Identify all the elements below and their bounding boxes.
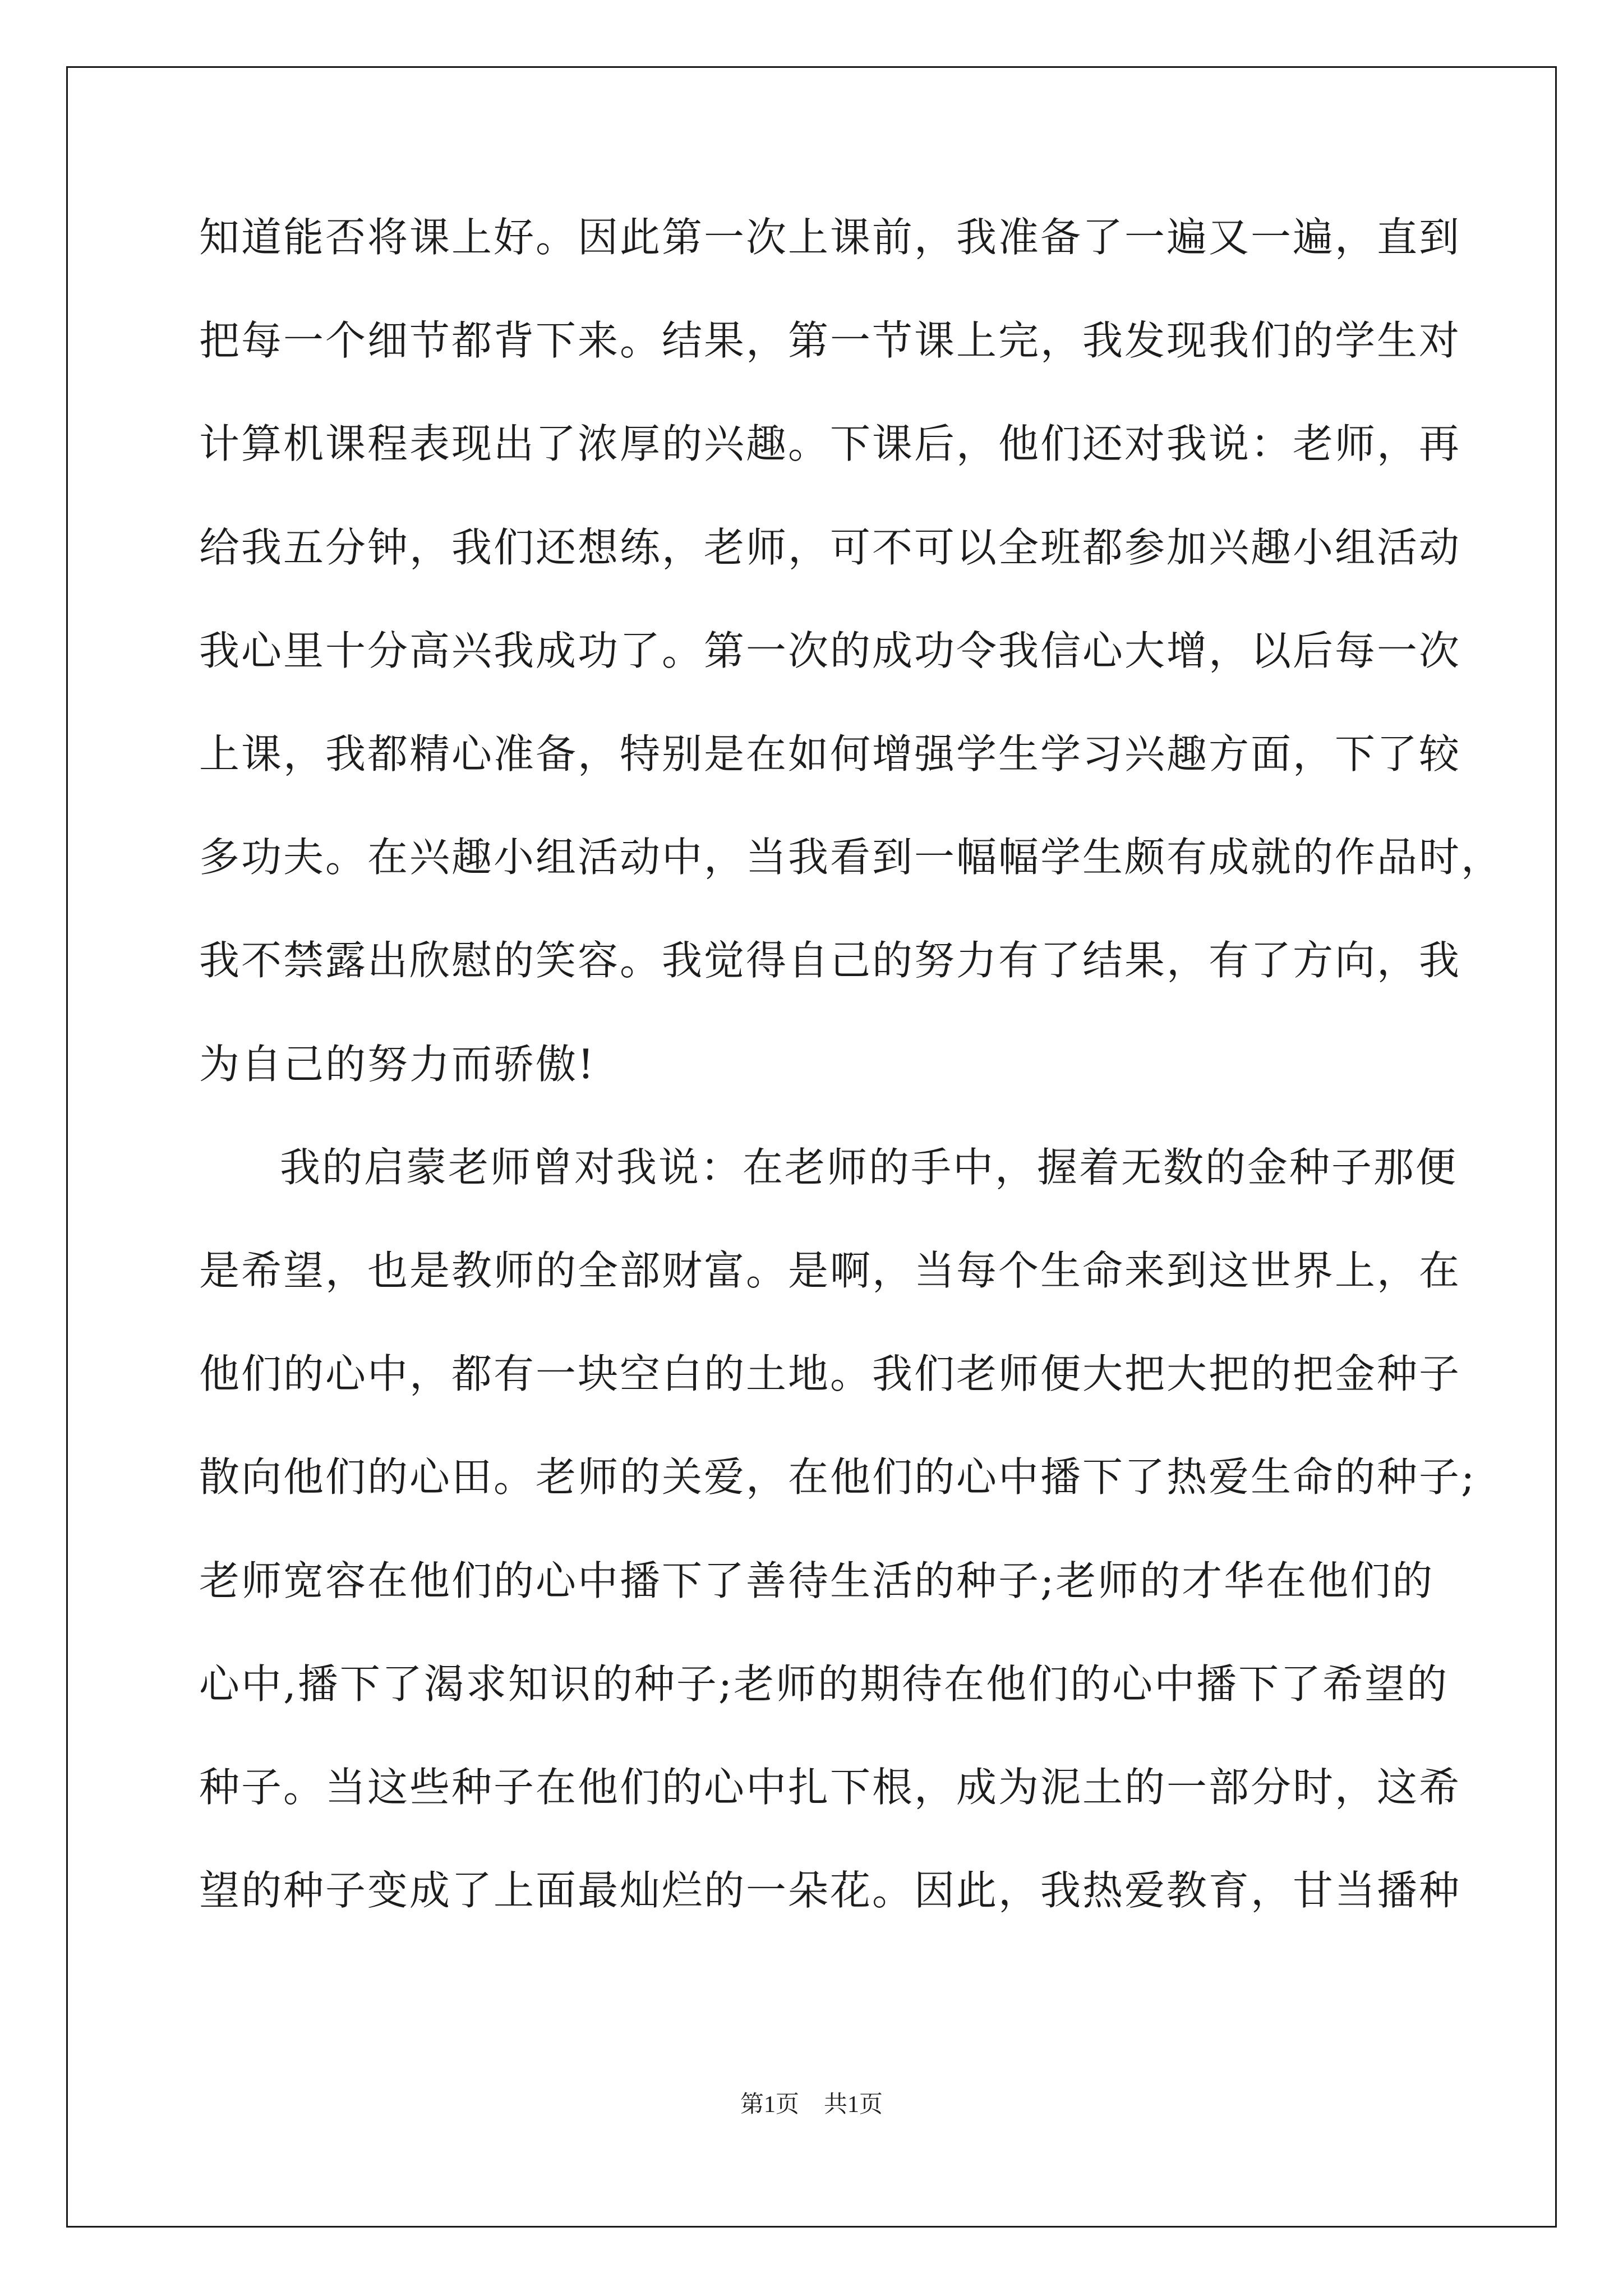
text-line: 我不禁露出欣慰的笑容。我觉得自己的努力有了结果，有了方向，我 (199, 937, 1461, 984)
text-line: 把每一个细节都背下来。结果，第一节课上完，我发现我们的学生对 (199, 317, 1461, 364)
text-line: 为自己的努力而骄傲! (199, 1041, 596, 1088)
text-line: 给我五分钟，我们还想练，老师，可不可以全班都参加兴趣小组活动 (199, 524, 1461, 571)
text-line: 散向他们的心田。老师的关爱，在他们的心中播下了热爱生命的种子; (199, 1453, 1477, 1501)
text-line: 上课，我都精心准备，特别是在如何增强学生学习兴趣方面，下了较 (199, 730, 1461, 777)
page-footer (0, 2088, 1623, 2122)
text-line: 心中,播下了渴求知识的种子;老师的期待在他们的心中播下了希望的 (199, 1660, 1449, 1708)
text-line: 老师宽容在他们的心中播下了善待生活的种子;老师的才华在他们的 (199, 1557, 1435, 1604)
text-line: 望的种子变成了上面最灿烂的一朵花。因此，我热爱教育，甘当播种 (199, 1867, 1461, 1914)
paragraph-first-line: 我的启蒙老师曾对我说：在老师的手中，握着无数的金种子那便 (280, 1144, 1458, 1191)
text-line: 是希望，也是教师的全部财富。是啊，当每个生命来到这世界上，在 (199, 1247, 1461, 1294)
text-line: 多功夫。在兴趣小组活动中，当我看到一幅幅学生颇有成就的作品时， (199, 834, 1504, 881)
page-number: 第1页 (740, 2092, 799, 2118)
text-line: 知道能否将课上好。因此第一次上课前，我准备了一遍又一遍，直到 (199, 214, 1461, 261)
text-line: 我心里十分高兴我成功了。第一次的成功令我信心大增，以后每一次 (199, 627, 1461, 674)
text-line: 计算机课程表现出了浓厚的兴趣。下课后，他们还对我说：老师，再 (199, 420, 1461, 467)
text-line: 种子。当这些种子在他们的心中扎下根，成为泥土的一部分时，这希 (199, 1764, 1461, 1811)
text-line: 他们的心中，都有一块空白的土地。我们老师便大把大把的把金种子 (199, 1350, 1461, 1397)
page-total: 共1页 (824, 2092, 883, 2118)
